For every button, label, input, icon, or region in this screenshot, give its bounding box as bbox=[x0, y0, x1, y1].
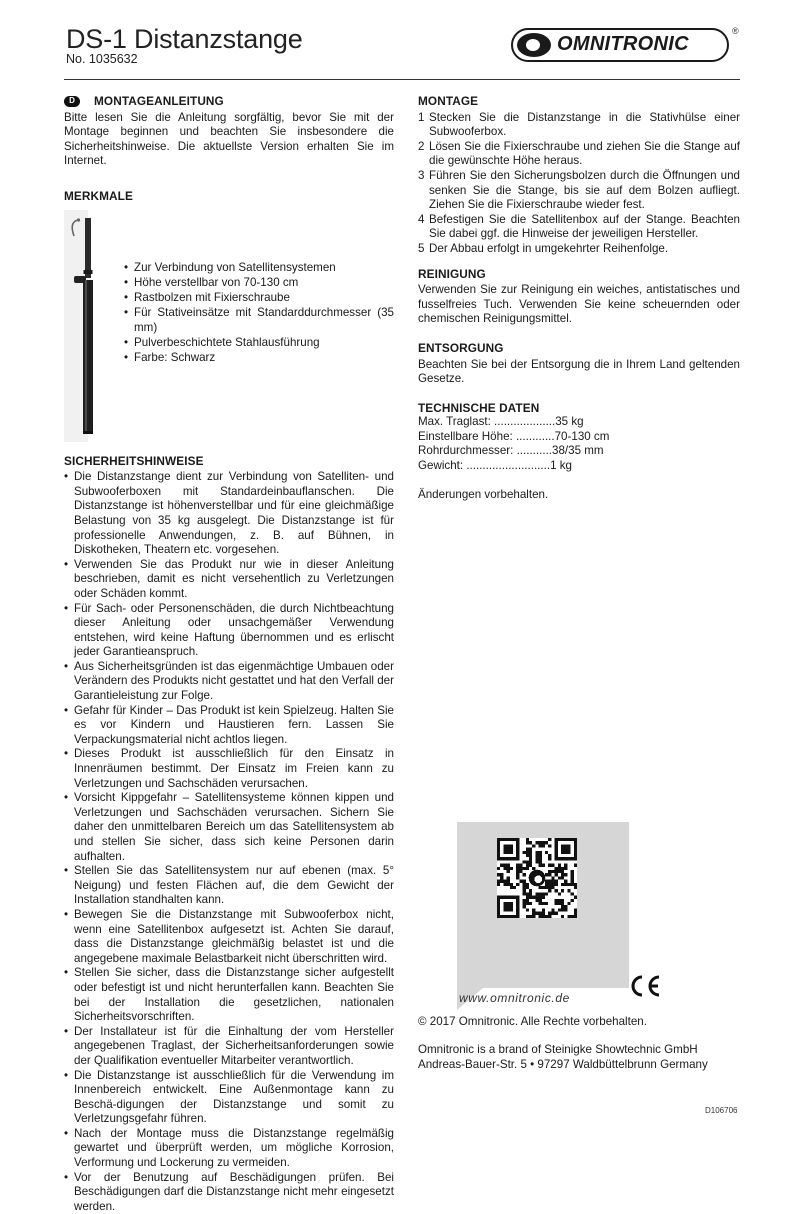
brand-line: Omnitronic is a brand of Steinigke Showtechnic GmbH bbox=[418, 1043, 698, 1056]
montage-step bbox=[418, 111, 740, 140]
safety-item: • Stellen Sie sicher, dass die Distanzstange sicher aufgestellt oder befestigt ist und nicht herunterfallen kann. Beachten Sie bei der Installation die gesetzlichen, nationalen Sicherheitsvorschriften. bbox=[64, 966, 394, 1024]
language-badge: D bbox=[64, 96, 80, 107]
right-column bbox=[418, 94, 740, 502]
entsorgung-heading: ENTSORGUNG bbox=[418, 340, 504, 355]
document-number: No. 1035632 bbox=[66, 52, 138, 66]
merkmale-block bbox=[64, 206, 394, 442]
left-column bbox=[64, 94, 394, 1214]
sicherheit-heading: SICHERHEITSHINWEISE bbox=[64, 453, 204, 468]
merkmale-item: • Zur Verbindung von Satellitensystemen bbox=[124, 260, 394, 275]
step-text: Lösen Sie die Fixierschraube und ziehen Sie die Stange auf die gewünschte Höhe heraus. bbox=[429, 139, 740, 168]
merkmale-item: • Farbe: Schwarz bbox=[124, 350, 394, 365]
montageanleitung-header bbox=[64, 94, 394, 109]
montage-step bbox=[418, 140, 740, 169]
registered-mark: ® bbox=[732, 26, 739, 36]
technische-daten-heading: TECHNISCHE DATEN bbox=[418, 400, 540, 415]
step-text: Befestigen Sie die Satellitenbox auf der Stange. Beachten Sie dabei ggf. die Hinweise der jeweiligen Hersteller. bbox=[429, 212, 740, 241]
reinigung-heading: REINIGUNG bbox=[418, 266, 486, 281]
safety-item: • Dieses Produkt ist ausschließlich für den Einsatz in Innenräumen bestimmt. Der Einsatz im Freien kann zu Verletzungen und Sachschäden verursachen. bbox=[64, 747, 394, 791]
safety-item: • Gefahr für Kinder – Das Produkt ist kein Spielzeug. Halten Sie es vor Kindern und Haustieren fern. Lassen Sie Verpackungsmaterial nicht achtlos liegen. bbox=[64, 704, 394, 748]
step-number: 4 bbox=[418, 212, 425, 226]
safety-item: • Für Sach- oder Personenschäden, die durch Nichtbeachtung dieser Anleitung oder unsachgemäßer Verwendung entstehen, wird keine Haftung übernommen und es erlischt jeder Garantieanspruch. bbox=[64, 602, 394, 660]
ce-mark-icon bbox=[626, 974, 664, 998]
step-number: 5 bbox=[418, 241, 425, 255]
spec-row: Einstellbare Höhe: ............70-130 cm bbox=[418, 429, 610, 443]
merkmale-heading: MERKMALE bbox=[64, 188, 133, 203]
merkmale-list bbox=[124, 260, 394, 365]
spec-row: Rohrdurchmesser: ...........38/35 mm bbox=[418, 444, 604, 458]
step-number: 3 bbox=[418, 168, 425, 182]
technische-daten-list bbox=[418, 415, 740, 473]
sicherheit-list bbox=[64, 470, 394, 1214]
logo-mark-icon bbox=[517, 33, 551, 57]
safety-item: • Verwenden Sie das Produkt nur wie in dieser Anleitung beschrieben, damit es nicht versehentlich zu Verletzungen oder Schäden kommt. bbox=[64, 558, 394, 602]
entsorgung-text: Beachten Sie bei der Entsorgung die in Ihrem Land geltenden Gesetze. bbox=[418, 357, 740, 386]
address-line: Andreas-Bauer-Str. 5 • 97297 Waldbüttelbrunn Germany bbox=[418, 1058, 708, 1071]
reinigung-text: Verwenden Sie zur Reinigung ein weiches, antistatisches und fusselfreies Tuch. Verwenden Sie keine scheuernden oder chemischen Reinigungsmittel. bbox=[418, 283, 740, 326]
spec-row: Gewicht: ..........................1 kg bbox=[418, 459, 572, 473]
distance-pole-image bbox=[64, 210, 124, 442]
safety-item: • Bewegen Sie die Distanzstange mit Subwooferbox nicht, wenn eine Satellitenbox aufgesetzt ist. Achten Sie darauf, dass die Distanzstange gleichmäßig belastet ist und die angegebene maximale Belastbarkeit nicht überschritten wird. bbox=[64, 908, 394, 966]
website-url: www.omnitronic.de bbox=[459, 991, 570, 1005]
step-text: Stecken Sie die Distanzstange in die Stativhülse einer Subwooferbox. bbox=[429, 110, 740, 139]
montage-heading: MONTAGE bbox=[418, 94, 479, 108]
merkmale-item: • Für Stativeinsätze mit Standarddurchmesser (35 mm) bbox=[124, 305, 394, 335]
montage-step bbox=[418, 213, 740, 242]
montage-step bbox=[418, 242, 740, 257]
omnitronic-logo bbox=[511, 28, 737, 66]
safety-item: • Nach der Montage muss die Distanzstange regelmäßig gewartet und überprüft werden, um mögliche Korrosion, Verformung und Lockerung zu vermeiden. bbox=[64, 1127, 394, 1171]
merkmale-item: • Höhe verstellbar von 70-130 cm bbox=[124, 275, 394, 290]
safety-item: • Die Distanzstange dient zur Verbindung von Satelliten- und Subwooferboxen mit Standardeinbauflanschen. Die Distanzstange ist höhenverstellbar und für eine gleichmäßige Belastung von 35 kg ausgelegt. Die Distanzstange ist für professionelle Anwendungen, z. B. auf Bühnen, in Diskotheken, Theatern etc. vorgesehen. bbox=[64, 470, 394, 558]
safety-item: • Aus Sicherheitsgründen ist das eigenmächtige Umbauen oder Verändern des Produkts nicht gestattet und hat den Verfall der Garantieleistung zur Folge. bbox=[64, 660, 394, 704]
header-divider bbox=[64, 79, 740, 80]
intro-text: Bitte lesen Sie die Anleitung sorgfältig, bevor Sie mit der Montage beginnen und beachten Sie insbesondere die Sicherheitshinweise. Die aktuellste Version erhalten Sie im Internet. bbox=[64, 110, 394, 168]
document-code: D106706 bbox=[705, 1106, 738, 1115]
merkmale-item: • Pulverbeschichtete Stahlausführung bbox=[124, 335, 394, 350]
changes-reserved-text: Änderungen vorbehalten. bbox=[418, 487, 549, 501]
qr-code-icon[interactable] bbox=[497, 838, 577, 918]
spec-row: Max. Traglast: ...................35 kg bbox=[418, 415, 584, 429]
montageanleitung-heading: MONTAGEANLEITUNG bbox=[94, 94, 224, 108]
step-text: Der Abbau erfolgt in umgekehrter Reihenfolge. bbox=[429, 241, 669, 255]
brand-info bbox=[418, 1042, 708, 1072]
safety-item: • Stellen Sie das Satellitensystem nur auf ebenen (max. 5° Neigung) und festen Flächen auf, die dem Gewicht der Installation standhalten kann. bbox=[64, 864, 394, 908]
montage-steps bbox=[418, 111, 740, 257]
page-title: DS-1 Distanzstange bbox=[66, 24, 303, 54]
step-number: 2 bbox=[418, 139, 425, 153]
montage-step bbox=[418, 169, 740, 213]
safety-item: • Die Distanzstange ist ausschließlich für die Verwendung im Innenbereich entwickelt. Eine Außenmontage kann zu Beschä-digungen der Distanzstange und somit zu Verletzungsgefahr führen. bbox=[64, 1069, 394, 1127]
logo-text: OMNITRONIC bbox=[557, 33, 689, 55]
step-text: Führen Sie den Sicherungsbolzen durch die Öffnungen und senken Sie die Stange, bis sie auf dem Bolzen aufliegt. Ziehen Sie die Fixierschraube wieder fest. bbox=[429, 168, 740, 212]
copyright-text: © 2017 Omnitronic. Alle Rechte vorbehalten. bbox=[418, 1015, 647, 1028]
safety-item: • Vor der Benutzung auf Beschädigungen prüfen. Bei Beschädigungen darf die Distanzstange nicht mehr eingesetzt werden. bbox=[64, 1171, 394, 1214]
step-number: 1 bbox=[418, 110, 425, 124]
merkmale-item: • Rastbolzen mit Fixierschraube bbox=[124, 290, 394, 305]
safety-item: • Der Installateur ist für die Einhaltung der vom Hersteller angegebenen Traglast, der Sicherheitsanforderungen sowie der Qualifikation eventueller Mitarbeiter verantwortlich. bbox=[64, 1025, 394, 1069]
safety-item: • Vorsicht Kippgefahr – Satellitensysteme können kippen und Verletzungen und Sachschäden verursachen. Sichern Sie daher den unmittelbaren Bereich um das Satellitensystem ab und stellen Sie sicher, dass sich keine Personen darin aufhalten. bbox=[64, 791, 394, 864]
